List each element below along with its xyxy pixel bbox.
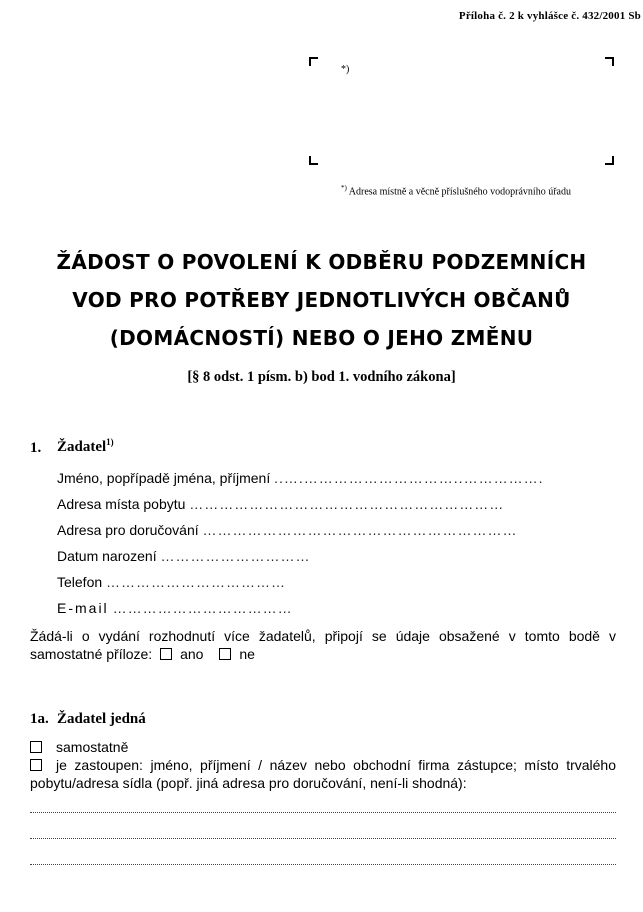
section-1a-number: 1a. [30,711,49,727]
checkbox-representative-label: je zastoupen: jméno, příjmení / název nebo obchodní firma zástupce; místo trvalého pobytu/adresa sídla (popř. jiná adresa pro doručování, není-li shodná): [30,757,616,791]
field-name-label: Jméno, popřípadě jména, příjmení [57,470,271,486]
field-residence-dots: ……………………………………………………… [189,496,505,512]
footnote-mark: *) [341,184,347,192]
fill-line-2[interactable] [30,838,616,839]
field-delivery-label: Adresa pro doručování [57,522,199,538]
field-phone-label: Telefon [57,574,103,590]
section-1-heading [57,437,114,456]
field-name[interactable] [57,470,543,486]
multi-applicant-question [30,627,616,663]
checkbox-representative[interactable] [30,759,42,771]
form-title-line-2: VOD PRO POTŘEBY JEDNOTLIVÝCH OBČANŮ [72,288,571,312]
checkbox-yes[interactable] [160,648,172,660]
field-delivery-address[interactable] [57,522,518,538]
footnote-text: Adresa místně a věcně příslušného vodoprávního úřadu [348,186,571,198]
field-birth-label: Datum narození [57,548,157,564]
section-1-heading-text: Žadatel [57,439,107,455]
field-birth-dots: ………………………… [160,548,311,564]
field-delivery-dots: ……………………………………………………… [202,522,518,538]
option-representative-row [30,756,616,792]
fill-line-3[interactable] [30,864,616,865]
field-name-dots: ..….…………………………..……………. [274,470,544,486]
field-residence-label: Adresa místa pobytu [57,496,186,512]
section-1-number: 1. [30,440,42,456]
address-box-star-mark: *) [341,64,350,75]
form-title-line-1: ŽÁDOST O POVOLENÍ K ODBĚRU PODZEMNÍCH [56,250,587,274]
address-box-corner-bottom-left [309,156,318,165]
field-phone[interactable] [57,574,286,590]
field-email-dots: ……………………………… [112,600,293,616]
field-birth-date[interactable] [57,548,311,564]
address-box-corner-top-left [309,57,318,66]
multi-applicant-text: Žádá-li o vydání rozhodnutí více žadatelů, připojí se údaje obsažené v tomto bodě v samostatné příloze: [30,628,616,662]
address-footnote [341,184,571,197]
field-email[interactable] [57,600,293,616]
section-1-heading-sup: 1) [106,437,114,447]
annex-reference: Příloha č. 2 k vyhlášce č. 432/2001 Sb [458,10,641,22]
form-title-line-3: (DOMÁCNOSTÍ) NEBO O JEHO ZMĚNU [109,326,534,350]
checkbox-no-label: ne [239,646,255,662]
address-box-corner-top-right [605,57,614,66]
checkbox-no[interactable] [219,648,231,660]
field-residence-address[interactable] [57,496,504,512]
fill-line-1[interactable] [30,812,616,813]
section-1a-heading: Žadatel jedná [57,711,146,727]
address-box-corner-bottom-right [605,156,614,165]
checkbox-self-label: samostatně [56,739,129,755]
field-email-label: E-mail [57,600,109,616]
field-phone-dots: ……………………………… [106,574,287,590]
legal-reference: [§ 8 odst. 1 písm. b) bod 1. vodního zákona] [187,369,456,385]
checkbox-self[interactable] [30,741,42,753]
option-self-row [30,738,616,756]
checkbox-yes-label: ano [180,646,204,662]
